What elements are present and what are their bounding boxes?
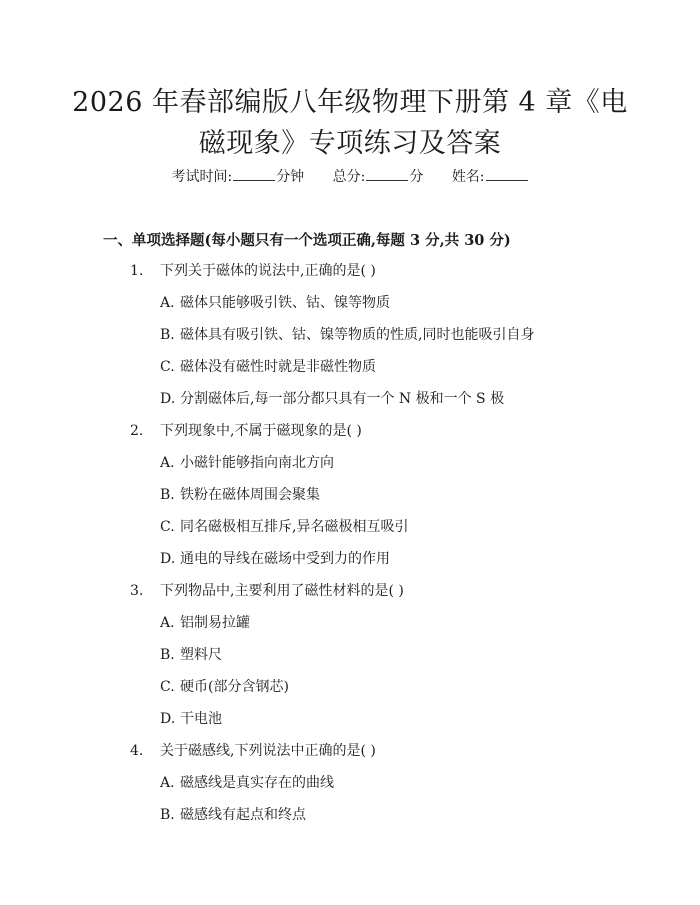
question-1-option-d [160, 388, 504, 410]
total-score-blank [366, 166, 408, 181]
student-name-field [452, 169, 529, 185]
question-text: 下列现象中,不属于磁现象的是( ) [160, 423, 362, 439]
option-letter: A. [160, 295, 175, 311]
student-name-label: 姓名: [451, 169, 485, 185]
option-text: 磁体具有吸引铁、钴、镍等物质的性质,同时也能吸引自身 [180, 327, 535, 343]
option-letter: B. [160, 327, 175, 343]
exam-time-label: 考试时间: [171, 169, 233, 185]
exam-info-line [0, 166, 700, 188]
question-1-option-b [160, 324, 534, 346]
question-2-option-c [160, 516, 408, 538]
option-text: 小磁针能够指向南北方向 [180, 455, 334, 471]
option-letter: D. [160, 711, 176, 727]
question-number: 4. [130, 743, 144, 759]
question-1-option-a [160, 292, 390, 314]
question-text: 关于磁感线,下列说法中正确的是( ) [160, 743, 376, 759]
section-heading: 一、单项选择题(每小题只有一个选项正确,每题 3 分,共 30 分) [103, 232, 511, 249]
option-text: 分割磁体后,每一部分都只具有一个 N 极和一个 S 极 [180, 391, 505, 407]
option-letter: D. [160, 551, 176, 567]
question-4 [130, 740, 376, 762]
option-text: 硬币(部分含钢芯) [180, 679, 289, 695]
question-2-option-b [160, 484, 320, 506]
total-score-label: 总分: [332, 169, 366, 185]
question-3-option-b [160, 644, 222, 666]
title-line-2: 磁现象》专项练习及答案 [198, 128, 502, 159]
exam-time-unit: 分钟 [276, 169, 305, 185]
question-4-option-a [160, 772, 334, 794]
student-name-blank [486, 166, 528, 181]
question-4-option-b [160, 804, 306, 826]
question-2-option-d [160, 548, 390, 570]
option-text: 磁感线是真实存在的曲线 [180, 775, 334, 791]
option-text: 磁体只能够吸引铁、钴、镍等物质 [180, 295, 390, 311]
option-text: 干电池 [180, 711, 222, 727]
option-text: 塑料尺 [180, 647, 222, 663]
option-letter: B. [160, 487, 175, 503]
question-3-option-a [160, 612, 250, 634]
question-3-option-c [160, 676, 289, 698]
option-text: 通电的导线在磁场中受到力的作用 [180, 551, 390, 567]
question-3-option-d [160, 708, 222, 730]
total-score-field [333, 169, 428, 185]
option-text: 磁感线有起点和终点 [180, 807, 306, 823]
option-letter: C. [160, 519, 175, 535]
option-text: 铝制易拉罐 [180, 615, 250, 631]
title-line-1: 2026 年春部编版八年级物理下册第 4 章《电 [72, 87, 628, 118]
option-text: 铁粉在磁体周围会聚集 [180, 487, 320, 503]
exam-time-field [171, 169, 308, 185]
question-2-option-a [160, 452, 334, 474]
option-letter: B. [160, 807, 175, 823]
option-text: 磁体没有磁性时就是非磁性物质 [180, 359, 376, 375]
option-text: 同名磁极相互排斥,异名磁极相互吸引 [180, 519, 409, 535]
question-number: 3. [130, 583, 144, 599]
option-letter: D. [160, 391, 176, 407]
question-text: 下列物品中,主要利用了磁性材料的是( ) [160, 583, 404, 599]
question-number: 2. [130, 423, 144, 439]
option-letter: B. [160, 647, 175, 663]
question-2 [130, 420, 362, 442]
option-letter: C. [160, 359, 175, 375]
option-letter: A. [160, 455, 175, 471]
question-number: 1. [130, 263, 144, 279]
option-letter: A. [160, 615, 175, 631]
option-letter: A. [160, 775, 175, 791]
document-title [60, 82, 640, 164]
exam-time-blank [233, 166, 275, 181]
question-1-option-c [160, 356, 376, 378]
total-score-unit: 分 [409, 169, 424, 185]
question-text: 下列关于磁体的说法中,正确的是( ) [160, 263, 376, 279]
question-1 [130, 260, 376, 282]
question-3 [130, 580, 404, 602]
option-letter: C. [160, 679, 175, 695]
